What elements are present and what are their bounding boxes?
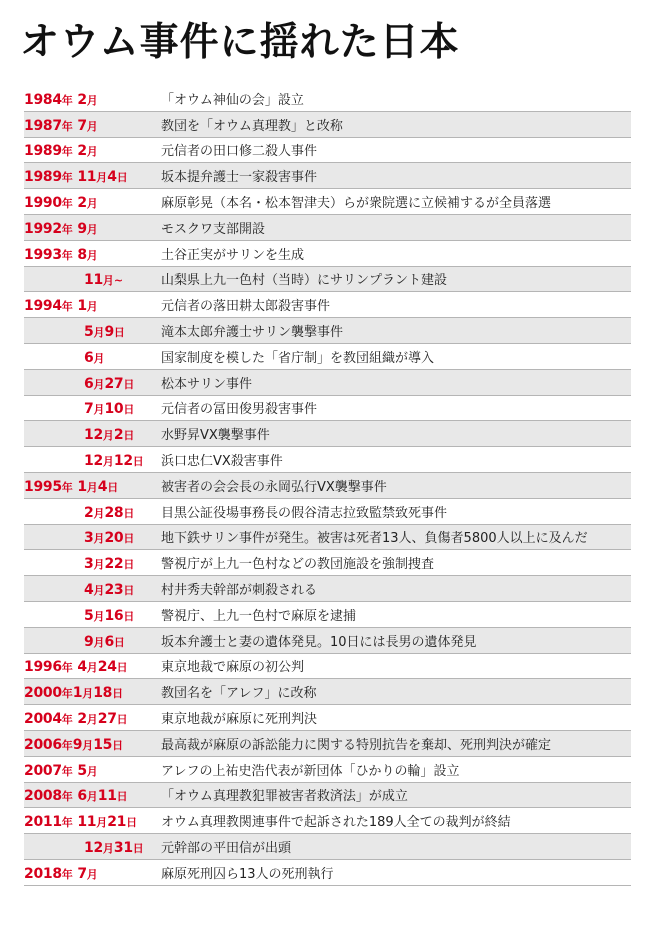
timeline-row xyxy=(24,138,631,164)
timeline-date xyxy=(24,424,161,443)
timeline-event: 国家制度を模した「省庁制」を教団組織が導入 xyxy=(161,350,435,366)
date-number: 5 xyxy=(84,607,94,624)
date-number: 1996 xyxy=(24,659,62,676)
date-unit: 月 xyxy=(86,300,98,314)
date-number: 2 xyxy=(72,195,87,212)
date-unit: 年 xyxy=(61,790,73,804)
timeline-date xyxy=(24,553,161,572)
date-number: 4 xyxy=(84,582,94,599)
date-unit: 月 xyxy=(93,532,105,546)
date-unit: 月 xyxy=(96,816,108,830)
date-number: 2004 xyxy=(24,711,62,728)
timeline-date xyxy=(24,502,161,521)
timeline-row xyxy=(24,370,631,396)
date-number: 1 xyxy=(72,298,87,315)
timeline-event: 「オウム真理教犯罪被害者救済法」が成立 xyxy=(161,789,408,805)
date-number: 12 xyxy=(84,840,103,856)
date-unit: 月 xyxy=(82,738,94,752)
date-unit: 日 xyxy=(113,635,125,649)
timeline-row xyxy=(24,654,631,680)
timeline-row xyxy=(24,215,631,241)
date-unit: 日 xyxy=(116,661,128,675)
date-unit: 月 xyxy=(102,455,114,469)
timeline-event: 東京地裁で麻原の初公判 xyxy=(161,660,305,676)
date-number: 27 xyxy=(104,375,124,392)
timeline-row xyxy=(24,679,631,705)
date-number: 1989 xyxy=(24,169,62,186)
timeline-date xyxy=(24,656,161,675)
timeline-event: 教団名を「アレフ」に改称 xyxy=(161,686,317,702)
date-number: 18 xyxy=(93,685,113,702)
date-number: 7 xyxy=(72,117,87,134)
page-title: オウム事件に揺れた日本 xyxy=(20,20,460,65)
timeline-date xyxy=(24,476,161,495)
date-number: 1992 xyxy=(24,220,62,237)
date-number: 1 xyxy=(72,478,87,495)
date-unit: 月 xyxy=(93,326,105,340)
date-number: 6 xyxy=(84,349,94,366)
date-unit: 日 xyxy=(123,584,135,598)
date-unit: 年 xyxy=(61,661,73,675)
date-unit: 年 xyxy=(61,119,73,133)
timeline-event: 警視庁、上九一色村で麻原を逮捕 xyxy=(161,608,357,624)
timeline-event: 坂本弁護士と妻の遺体発見。10日には長男の遺体発見 xyxy=(161,634,477,650)
timeline-event: 最高裁が麻原の訴訟能力に関する特別抗告を棄却、死刑判決が確定 xyxy=(161,737,552,753)
date-unit: 月~ xyxy=(102,274,124,288)
date-unit: 月 xyxy=(93,584,105,598)
date-unit: 年 xyxy=(61,248,73,262)
timeline-row xyxy=(24,189,631,215)
timeline-date xyxy=(24,734,161,753)
date-number: 2018 xyxy=(24,865,62,882)
date-number: 4 xyxy=(107,169,117,186)
timeline-row xyxy=(24,731,631,757)
timeline-row xyxy=(24,834,631,860)
date-unit: 月 xyxy=(86,764,98,778)
date-unit: 年 xyxy=(61,300,73,314)
date-number: 2 xyxy=(72,91,87,108)
date-unit: 日 xyxy=(116,790,128,804)
date-number: 28 xyxy=(104,504,124,521)
timeline-event: 元信者の落田耕太郎殺害事件 xyxy=(161,299,331,315)
date-number: 3 xyxy=(84,556,94,573)
date-number: 2 xyxy=(84,504,94,521)
date-unit: 月 xyxy=(86,222,98,236)
timeline-row xyxy=(24,292,631,318)
date-number: 1984 xyxy=(24,91,62,108)
timeline-date xyxy=(24,295,161,314)
timeline-date xyxy=(24,605,161,624)
date-number: 2006 xyxy=(24,736,62,753)
date-unit: 年 xyxy=(61,197,73,211)
timeline-row xyxy=(24,421,631,447)
date-unit: 月 xyxy=(93,506,105,520)
date-number: 2000 xyxy=(24,685,62,702)
timeline-date xyxy=(24,89,161,108)
date-number: 1993 xyxy=(24,246,62,263)
date-unit: 日 xyxy=(123,532,135,546)
timeline-event: 元信者の田口修二殺人事件 xyxy=(161,144,318,160)
timeline-date xyxy=(24,140,161,159)
timeline-date xyxy=(24,373,161,392)
timeline-date xyxy=(24,218,161,237)
date-number: 31 xyxy=(113,840,133,856)
timeline-event: 山梨県上九一色村（当時）にサリンプラント建設 xyxy=(161,273,448,289)
date-number: 6 xyxy=(104,633,114,650)
date-number: 2008 xyxy=(24,788,62,805)
timeline-row xyxy=(24,808,631,834)
date-unit: 日 xyxy=(116,713,128,727)
timeline-date xyxy=(24,631,161,650)
timeline-event: 元信者の冨田俊男殺害事件 xyxy=(161,402,318,418)
date-unit: 日 xyxy=(123,429,135,443)
date-unit: 年 xyxy=(61,713,73,727)
date-number: 6 xyxy=(72,788,87,805)
date-unit: 月 xyxy=(86,790,98,804)
date-unit: 年 xyxy=(61,764,73,778)
timeline-date xyxy=(24,192,161,211)
timeline-row xyxy=(24,550,631,576)
date-number: 9 xyxy=(84,633,94,650)
timeline-row xyxy=(24,447,631,473)
date-unit: 日 xyxy=(123,506,135,520)
timeline-event: モスクワ支部開設 xyxy=(161,221,266,237)
date-number: 7 xyxy=(72,865,87,882)
date-number: 11 xyxy=(72,169,97,186)
timeline-row xyxy=(24,705,631,731)
timeline-event: 滝本太郎弁護士サリン襲撃事件 xyxy=(161,325,344,341)
timeline-date xyxy=(24,527,161,546)
date-number: 9 xyxy=(72,736,83,753)
timeline-event: アレフの上祐史浩代表が新団体「ひかりの輪」設立 xyxy=(161,763,460,779)
date-number: 2 xyxy=(72,711,87,728)
date-number: 20 xyxy=(104,530,124,547)
date-unit: 日 xyxy=(123,377,135,391)
date-unit: 月 xyxy=(86,661,98,675)
date-number: 6 xyxy=(84,375,94,392)
timeline-row xyxy=(24,757,631,783)
date-unit: 月 xyxy=(86,867,98,881)
date-number: 12 xyxy=(113,453,133,470)
date-unit: 月 xyxy=(86,197,98,211)
date-unit: 年 xyxy=(61,687,73,701)
timeline-row xyxy=(24,86,631,112)
date-unit: 日 xyxy=(123,558,135,572)
date-number: 12 xyxy=(84,427,103,444)
timeline-event: 元幹部の平田信が出頭 xyxy=(161,841,292,856)
date-number: 1987 xyxy=(24,117,62,134)
date-number: 24 xyxy=(97,659,117,676)
date-unit: 年 xyxy=(61,222,73,236)
timeline-date xyxy=(24,863,161,882)
date-number: 11 xyxy=(72,814,97,831)
timeline-event: 浜口忠仁VX殺害事件 xyxy=(161,454,283,470)
date-unit: 年 xyxy=(61,480,73,494)
timeline-event: 教団を「オウム真理教」と改称 xyxy=(161,118,343,134)
date-unit: 日 xyxy=(126,816,138,830)
timeline-event: 「オウム神仙の会」設立 xyxy=(161,92,304,108)
date-number: 1989 xyxy=(24,143,62,160)
date-unit: 日 xyxy=(107,480,119,494)
timeline-date xyxy=(24,321,161,340)
timeline-row xyxy=(24,396,631,422)
timeline-row xyxy=(24,602,631,628)
date-number: 23 xyxy=(104,582,124,599)
date-number: 9 xyxy=(104,324,114,341)
date-number: 1990 xyxy=(24,195,62,212)
date-number: 5 xyxy=(84,324,94,341)
date-number: 2007 xyxy=(24,762,62,779)
timeline-date xyxy=(24,785,161,804)
date-number: 11 xyxy=(84,272,103,289)
date-number: 8 xyxy=(72,246,87,263)
date-unit: 月 xyxy=(93,377,105,391)
date-unit: 日 xyxy=(113,326,125,340)
timeline-row xyxy=(24,783,631,809)
date-unit: 月 xyxy=(93,403,105,417)
timeline-event: 麻原彰晃（本名・松本智津夫）らが衆院選に立候補するが全員落選 xyxy=(161,196,552,212)
date-unit: 月 xyxy=(86,119,98,133)
timeline-date xyxy=(24,269,161,288)
timeline-row xyxy=(24,267,631,293)
timeline-date xyxy=(24,115,161,134)
date-unit: 日 xyxy=(116,171,128,185)
date-number: 10 xyxy=(104,401,124,418)
timeline-row xyxy=(24,344,631,370)
timeline-event: 土谷正実がサリンを生成 xyxy=(161,247,305,263)
date-unit: 月 xyxy=(86,248,98,262)
date-unit: 年 xyxy=(61,145,73,159)
date-unit: 月 xyxy=(86,480,98,494)
timeline-date xyxy=(24,244,161,263)
timeline-event: 警視庁が上九一色村などの教団施設を強制捜査 xyxy=(161,557,435,573)
date-unit: 年 xyxy=(61,816,73,830)
timeline-row xyxy=(24,525,631,551)
timeline-row xyxy=(24,318,631,344)
timeline-event: 東京地裁が麻原に死刑判決 xyxy=(161,712,318,728)
date-number: 7 xyxy=(84,401,94,418)
date-number: 22 xyxy=(104,556,124,573)
timeline-event: 松本サリン事件 xyxy=(161,376,253,392)
date-number: 21 xyxy=(107,814,127,831)
timeline-row xyxy=(24,628,631,654)
date-unit: 年 xyxy=(61,867,73,881)
timeline-event: 水野昇VX襲撃事件 xyxy=(161,428,270,444)
date-number: 9 xyxy=(72,220,87,237)
date-unit: 日 xyxy=(123,403,135,417)
timeline-date xyxy=(24,760,161,779)
timeline-date xyxy=(24,347,161,366)
date-unit: 日 xyxy=(112,687,124,701)
date-unit: 年 xyxy=(61,171,73,185)
date-number: 1 xyxy=(72,685,83,702)
timeline-date xyxy=(24,811,161,830)
date-unit: 月 xyxy=(93,558,105,572)
timeline-event: オウム真理教関連事件で起訴された189人全ての裁判が終結 xyxy=(161,815,511,831)
date-unit: 月 xyxy=(102,842,114,855)
date-unit: 日 xyxy=(132,455,144,469)
date-unit: 日 xyxy=(132,842,144,855)
date-unit: 年 xyxy=(61,93,73,107)
timeline-event: 目黒公証役場事務長の假谷清志拉致監禁致死事件 xyxy=(161,505,448,521)
date-unit: 月 xyxy=(93,635,105,649)
timeline-date xyxy=(24,398,161,417)
date-unit: 月 xyxy=(86,145,98,159)
timeline-event: 地下鉄サリン事件が発生。被害は死者13人、負傷者5800人以上に及んだ xyxy=(161,531,588,547)
timeline-date xyxy=(24,166,161,185)
date-unit: 日 xyxy=(112,738,124,752)
date-number: 2 xyxy=(113,427,124,444)
date-number: 4 xyxy=(97,478,108,495)
timeline-date xyxy=(24,708,161,727)
date-unit: 月 xyxy=(96,171,108,185)
timeline-date xyxy=(24,579,161,598)
timeline-row xyxy=(24,499,631,525)
date-number: 11 xyxy=(97,788,117,805)
timeline-row xyxy=(24,860,631,886)
timeline-row xyxy=(24,473,631,499)
timeline-row xyxy=(24,241,631,267)
date-number: 16 xyxy=(104,607,124,624)
date-unit: 月 xyxy=(93,609,105,623)
timeline-row xyxy=(24,576,631,602)
date-number: 12 xyxy=(84,453,103,470)
date-number: 3 xyxy=(84,530,94,547)
date-unit: 月 xyxy=(102,429,114,443)
date-number: 2011 xyxy=(24,814,62,831)
timeline-event: 麻原死刑囚ら13人の死刑執行 xyxy=(161,866,334,882)
date-number: 4 xyxy=(72,659,87,676)
date-unit: 月 xyxy=(86,93,98,107)
timeline-date xyxy=(24,450,161,469)
timeline-row xyxy=(24,163,631,189)
date-number: 2 xyxy=(72,143,87,160)
date-number: 15 xyxy=(93,736,113,753)
timeline-event: 村井秀夫幹部が刺殺される xyxy=(161,583,318,599)
date-unit: 日 xyxy=(123,609,135,623)
date-unit: 月 xyxy=(86,713,98,727)
timeline-row xyxy=(24,112,631,138)
timeline-event: 被害者の会会長の永岡弘行VX襲撃事件 xyxy=(161,479,387,495)
date-unit: 月 xyxy=(93,351,105,365)
date-number: 27 xyxy=(97,711,117,728)
timeline-date xyxy=(24,682,161,701)
date-number: 1995 xyxy=(24,478,62,495)
timeline-table xyxy=(24,86,631,886)
timeline-event: 坂本提弁護士一家殺害事件 xyxy=(161,170,318,186)
date-number: 1994 xyxy=(24,298,62,315)
date-unit: 年 xyxy=(61,738,73,752)
timeline-date xyxy=(24,837,161,856)
date-number: 5 xyxy=(72,762,87,779)
date-unit: 月 xyxy=(82,687,94,701)
